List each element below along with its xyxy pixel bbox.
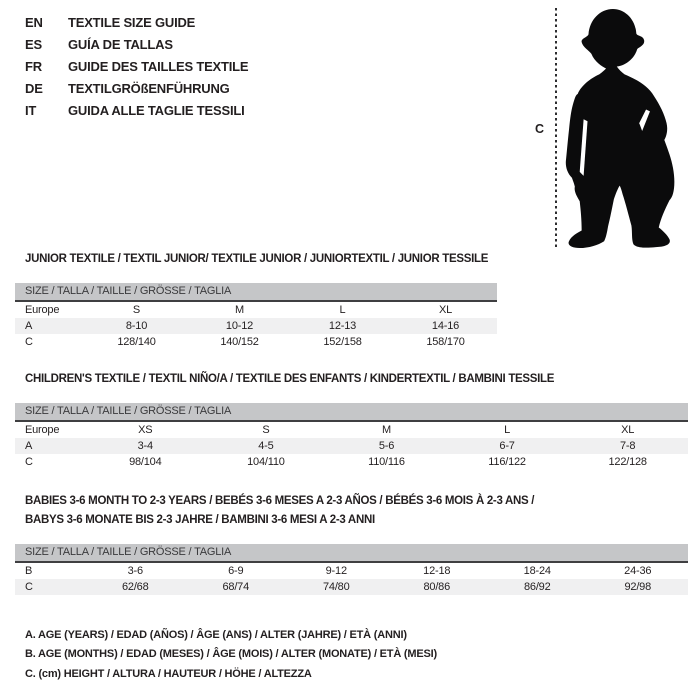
row-value: 6-9 (228, 565, 244, 577)
heading-line: BABIES 3-6 MONTH TO 2-3 YEARS / BEBÉS 3-6 MESES A 2-3 AÑOS / BÉBÉS 3-6 MOIS À 2-3 ANS / (25, 495, 535, 507)
language-row (25, 77, 248, 99)
size-bar: SIZE / TALLA / TAILLE / GRÖSSE / TAGLIA (15, 544, 688, 561)
row-value: L (339, 304, 346, 316)
row-value: 9-12 (325, 565, 347, 577)
row-value: 14-16 (431, 320, 460, 332)
heading-line: JUNIOR TEXTILE / TEXTIL JUNIOR/ TEXTILE JUNIOR / JUNIORTEXTIL / JUNIOR TESSILE (25, 253, 489, 265)
row-label: A (25, 440, 33, 452)
size-bar: SIZE / TALLA / TAILLE / GRÖSSE / TAGLIA (15, 403, 688, 420)
toddler-silhouette-icon (563, 8, 694, 250)
row-value: 110/116 (368, 456, 405, 468)
heading-line: CHILDREN'S TEXTILE / TEXTIL NIÑO/A / TEXTILE DES ENFANTS / KINDERTEXTIL / BAMBINI TESSILE (25, 373, 555, 385)
footnote: C. (cm) HEIGHT / ALTURA / HAUTEUR / HÖHE / ALTEZZA (25, 667, 312, 680)
row-value: 12-18 (423, 565, 451, 577)
row-value: 104/110 (247, 456, 285, 468)
language-title: TEXTILE SIZE GUIDE (68, 15, 196, 31)
language-title: GUÍA DE TALLAS (68, 37, 173, 53)
row-value: XL (621, 424, 635, 436)
row-value: 122/128 (608, 456, 647, 468)
language-title: GUIDA ALLE TAGLIE TESSILI (68, 102, 245, 118)
footnotes (25, 626, 437, 684)
language-code: IT (25, 102, 37, 118)
table-row (15, 422, 688, 438)
row-value: M (382, 424, 391, 436)
language-title: TEXTILGRÖßENFÜHRUNG (68, 80, 230, 96)
size-table-junior (15, 283, 497, 350)
language-row (25, 56, 248, 78)
row-value: XL (438, 304, 453, 316)
measure-c-label: C (535, 122, 545, 136)
row-label: C (25, 336, 33, 348)
table-rows (15, 302, 497, 350)
row-value: S (132, 304, 141, 316)
row-value: L (504, 424, 511, 436)
row-value: 128/140 (117, 336, 156, 348)
table-rows (15, 422, 688, 470)
table-rows (15, 563, 688, 595)
row-value: 7-8 (620, 440, 636, 452)
language-row (25, 12, 248, 34)
baby-figure (530, 6, 696, 252)
row-value: 152/158 (323, 336, 362, 348)
row-value: 62/68 (121, 581, 149, 593)
section-heading-junior (25, 250, 488, 269)
row-value: 24-36 (624, 565, 652, 577)
row-value: 18-24 (523, 565, 551, 577)
row-value: 98/104 (129, 456, 162, 468)
footnote: B. AGE (MONTHS) / EDAD (MESES) / ÂGE (MOIS) / ALTER (MONATE) / ETÀ (MESI) (25, 648, 437, 661)
language-title: GUIDE DES TAILLES TEXTILE (68, 58, 249, 74)
row-value: 6-7 (499, 440, 515, 452)
size-bar: SIZE / TALLA / TAILLE / GRÖSSE / TAGLIA (15, 283, 497, 300)
height-dashed-line (555, 8, 557, 250)
size-table-children (15, 403, 688, 470)
table-row (15, 454, 688, 470)
row-value: 116/122 (488, 456, 526, 468)
language-code: DE (25, 80, 43, 96)
row-value: 80/86 (423, 581, 451, 593)
table-row (15, 579, 688, 595)
section-heading-children (25, 370, 554, 389)
table-row (15, 318, 497, 334)
row-value: M (235, 304, 244, 316)
size-table-babies (15, 544, 688, 595)
table-row (15, 563, 688, 579)
row-label: C (25, 456, 33, 468)
language-code: ES (25, 37, 42, 53)
row-label: Europe (25, 304, 60, 316)
row-value: XS (138, 424, 153, 436)
row-label: Europe (25, 424, 60, 436)
row-value: 3-6 (127, 565, 143, 577)
language-list (25, 12, 248, 121)
row-value: S (262, 424, 270, 436)
table-row (15, 438, 688, 454)
row-label: A (25, 320, 33, 332)
language-code: FR (25, 58, 42, 74)
row-value: 8-10 (125, 320, 148, 332)
language-code: EN (25, 15, 43, 31)
section-heading-babies (25, 492, 534, 530)
row-value: 158/170 (426, 336, 465, 348)
row-value: 92/98 (624, 581, 652, 593)
table-row (15, 302, 497, 318)
row-value: 74/80 (322, 581, 350, 593)
row-value: 10-12 (225, 320, 254, 332)
row-value: 12-13 (328, 320, 357, 332)
footnote: A. AGE (YEARS) / EDAD (AÑOS) / ÂGE (ANS) / ALTER (JAHRE) / ETÀ (ANNI) (25, 629, 407, 641)
row-value: 3-4 (137, 440, 153, 452)
row-value: 140/152 (220, 336, 259, 348)
row-label: B (25, 565, 33, 577)
row-value: 4-5 (258, 440, 274, 452)
row-label: C (25, 581, 33, 593)
row-value: 68/74 (222, 581, 250, 593)
row-value: 5-6 (378, 440, 395, 452)
table-row (15, 334, 497, 350)
heading-line: BABYS 3-6 MONATE BIS 2-3 JAHRE / BAMBINI 3-6 MESI A 2-3 ANNI (25, 514, 375, 526)
language-row (25, 99, 248, 121)
language-row (25, 34, 248, 56)
row-value: 86/92 (523, 581, 551, 593)
